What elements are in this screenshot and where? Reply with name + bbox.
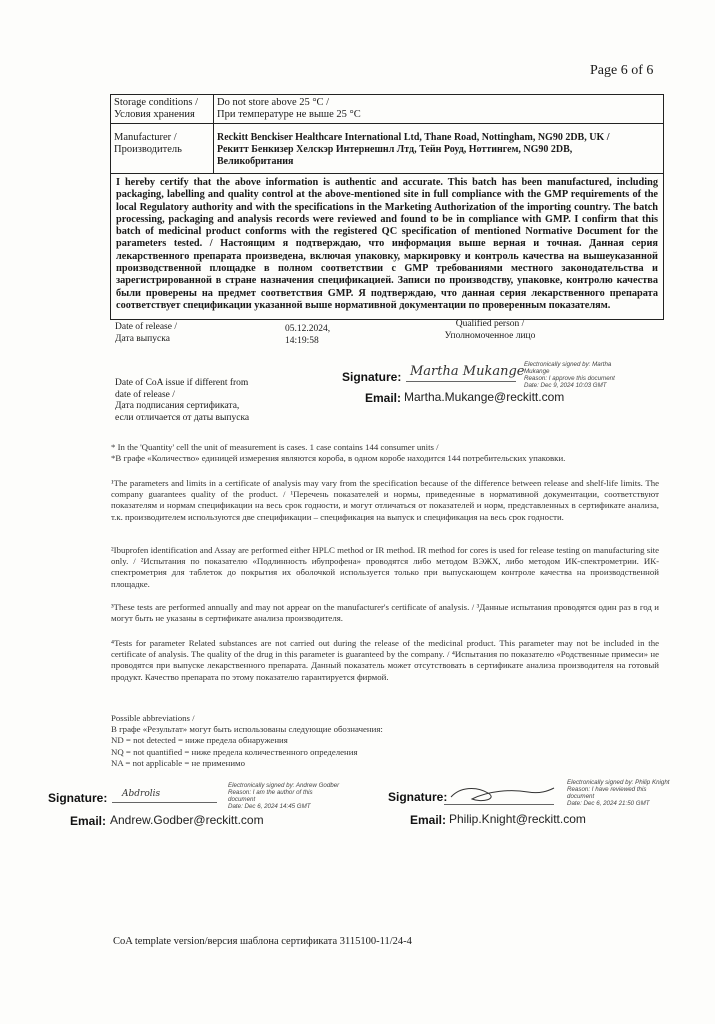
esig-line: Date: Dec 9, 2024 10:03 GMT	[524, 382, 607, 389]
storage-label	[114, 97, 198, 121]
esig-line: document	[567, 793, 595, 800]
abbreviation-nd: ND = not detected = ниже предела обнаружения	[111, 735, 288, 746]
info-table	[110, 94, 664, 174]
qualified-person-label	[415, 318, 565, 342]
esig-line: Electronically signed by: Martha	[524, 361, 612, 368]
template-version-footer: CoA template version/версия шаблона сертификата 3115100-11/24-4	[113, 936, 412, 947]
table-divider	[213, 95, 214, 173]
manufacturer-label-ru: Производитель	[114, 144, 182, 155]
footnote-2	[111, 545, 659, 590]
page-number: Page 6 of 6	[590, 63, 654, 78]
abbreviations	[111, 713, 659, 769]
esig-line: Electronically signed by: Philip Knight	[567, 779, 670, 786]
manufacturer-value-ru: Рекитт Бенкизер Хелскэр Интернешнл Лтд, Тейн Роуд, Ноттингем, NG90 2DB,	[217, 144, 573, 155]
qp-email-label: Email:	[365, 391, 402, 405]
reviewer-esignature-stamp	[567, 779, 670, 807]
author-esignature-stamp	[228, 782, 339, 810]
author-signature-handwriting: Abdrolis	[122, 789, 161, 799]
manufacturer-label-en: Manufacturer /	[114, 132, 177, 143]
author-email-label: Email:	[70, 814, 107, 828]
abbreviation-na: NA = not applicable = не применимо	[111, 757, 246, 768]
qp-label-en: Qualified person /	[455, 319, 525, 329]
reviewer-email[interactable]: Philip.Knight@reckitt.com	[449, 812, 586, 826]
certification-box	[110, 174, 664, 320]
release-date-label-ru: Дата выпуска	[115, 334, 170, 344]
release-date-value: 05.12.2024,	[285, 324, 331, 334]
storage-value	[217, 97, 361, 121]
footnote-4	[111, 638, 659, 683]
footnote-3-text: ³These tests are performed annually and may not appear on the manufacturer's certificate of analysis. / ³Данные испытания проводятся один раз в год и могут быть не указаны в сертификате анализа производителя.	[111, 602, 659, 624]
release-time-value: 14:19:58	[285, 336, 319, 346]
coa-issue-line: если отличается от даты выпуска	[115, 412, 250, 423]
esig-line: Date: Dec 6, 2024 21:50 GMT	[567, 800, 650, 807]
footnote-3	[111, 602, 659, 624]
coa-issue-line: Date of CoA issue if different from	[115, 378, 249, 388]
manufacturer-label	[114, 132, 182, 156]
release-date-label	[115, 321, 177, 345]
esig-line: document	[228, 796, 256, 803]
manufacturer-value-country: Великобритания	[217, 156, 294, 167]
reviewer-signature-line	[444, 804, 554, 805]
esig-line: Reason: I approve this document	[524, 375, 615, 382]
storage-value-en: Do not store above 25 °C /	[217, 97, 330, 108]
certification-text: I hereby certify that the above information is authentic and accurate. This batch has been manufactured, including packaging, labelling and quality control at the above-mentioned site in full compliance with the GMP requirements of the local Regulatory authority and with the specifications in the Marketing Authorization of the importing country. The batch processing, packaging and analysis records were reviewed and found to be in compliance with GMP. I confirm that this batch of medicinal product conforms with the registered QC specification of mentioned Normative Document for the parameters tested. / Настоящим я подтверждаю, что информация выше верная и точная. Данная серия лекарственного препарата произведена, включая упаковку, маркировку и контроль качества на вышеуказанной производственной площадке в полном соответствии с GMP требованиями местного законодательства и зарегистрированной в стране назначения спецификацией. Записи по производству, упаковке, контролю качества были проверены на предмет соответствия GMP. Я подтверждаю, что данная серия лекарственного препарата соответствует спецификации указанной выше нормативной документации по проверенным показателям.	[116, 177, 658, 311]
esig-line: Mukange	[524, 368, 550, 375]
qp-label-ru: Уполномоченное лицо	[444, 331, 536, 341]
author-email[interactable]: Andrew.Godber@reckitt.com	[110, 813, 264, 827]
footnote-2-text: ²Ibuprofen identification and Assay are performed either HPLC method or IR method. IR method for cores is used for release testing on manufacturing site only. / ²Испытания по показателю «Подлинность ибупрофена» проводятся либо методом ВЭЖХ, либо методом ИК-спектрометрии. ИК-спектрометрия для таблеток до покрытия их оболочкой используется только при выпускающем контроле качества на производственной площадке.	[111, 545, 659, 589]
footnote-1-text: ¹The parameters and limits in a certificate of analysis may vary from the specification because of the difference between release and shelf-life limits. The company guarantees quality of the product. / ¹Перечень показателей и нормы, приведенные в нормативной документации, соответствуют показателям и нормам спецификации на весь срок годности, и могут отличаться от показателей и норм, представленных в сертификате анализа, т.к. производителем используются две спецификации – спецификация на выпуск и спецификация на весь срок годности.	[111, 478, 659, 522]
esig-line: Date: Dec 6, 2024 14:45 GMT	[228, 803, 311, 810]
reviewer-signature-label: Signature:	[388, 790, 448, 804]
storage-label-en: Storage conditions /	[114, 97, 198, 108]
esig-line: Reason: I have reviewed this	[567, 786, 647, 793]
abbreviations-intro: В графе «Результат» могут быть использованы следующие обозначения:	[111, 724, 383, 735]
quantity-note-ru: *В графе «Количество» единицей измерения являются короба, в одном коробе находится 144 потребительских упаковки.	[111, 453, 566, 464]
storage-label-ru: Условия хранения	[114, 109, 195, 120]
qp-esignature-stamp	[524, 361, 615, 389]
esig-line: Electronically signed by: Andrew Godber	[228, 782, 340, 789]
qp-signature-line	[406, 381, 516, 382]
release-date-label-en: Date of release /	[115, 322, 177, 332]
abbreviations-title: Possible abbreviations /	[111, 713, 195, 723]
abbreviation-nq: NQ = not quantified = ниже предела количественного определения	[111, 746, 358, 757]
reviewer-email-label: Email:	[410, 813, 447, 827]
qp-signature-label: Signature:	[342, 370, 402, 384]
esig-line: Reason: I am the author of this	[228, 789, 313, 796]
storage-value-ru: При температуре не выше 25 °C	[217, 109, 361, 120]
quantity-note	[111, 442, 659, 464]
author-signature-label: Signature:	[48, 791, 108, 805]
manufacturer-value	[217, 132, 610, 168]
table-divider	[111, 123, 663, 124]
quantity-note-en: * In the 'Quantity' cell the unit of measurement is cases. 1 case contains 144 consumer units /	[111, 442, 439, 452]
footnote-1	[111, 478, 659, 523]
manufacturer-value-en: Reckitt Benckiser Healthcare International Ltd, Thane Road, Nottingham, NG90 2DB, UK /	[217, 132, 610, 143]
release-datetime	[285, 323, 330, 347]
qp-signature-handwriting: Martha Mukange	[410, 364, 525, 379]
coa-issue-line: Дата подписания сертификата,	[115, 401, 240, 411]
coa-issue-label	[115, 378, 249, 424]
footnote-4-text: ⁴Tests for parameter Related substances are not carried out during the release of the medicinal product. This parameter may not be included in the certificate of analysis. The quality of the drug in this parameter is guaranteed by the company. / ⁴Испытания по показателю «Родственные примеси» не проводятся при выпуске лекарственного препарата. Данный показатель может отсутствовать в сертификате анализа производителя на готовый продукт. Качество препарата по этому показателю гарантируется фирмой.	[111, 638, 659, 682]
coa-issue-line: date of release /	[115, 389, 175, 400]
qp-email[interactable]: Martha.Mukange@reckitt.com	[404, 390, 565, 404]
author-signature-line	[112, 802, 217, 803]
